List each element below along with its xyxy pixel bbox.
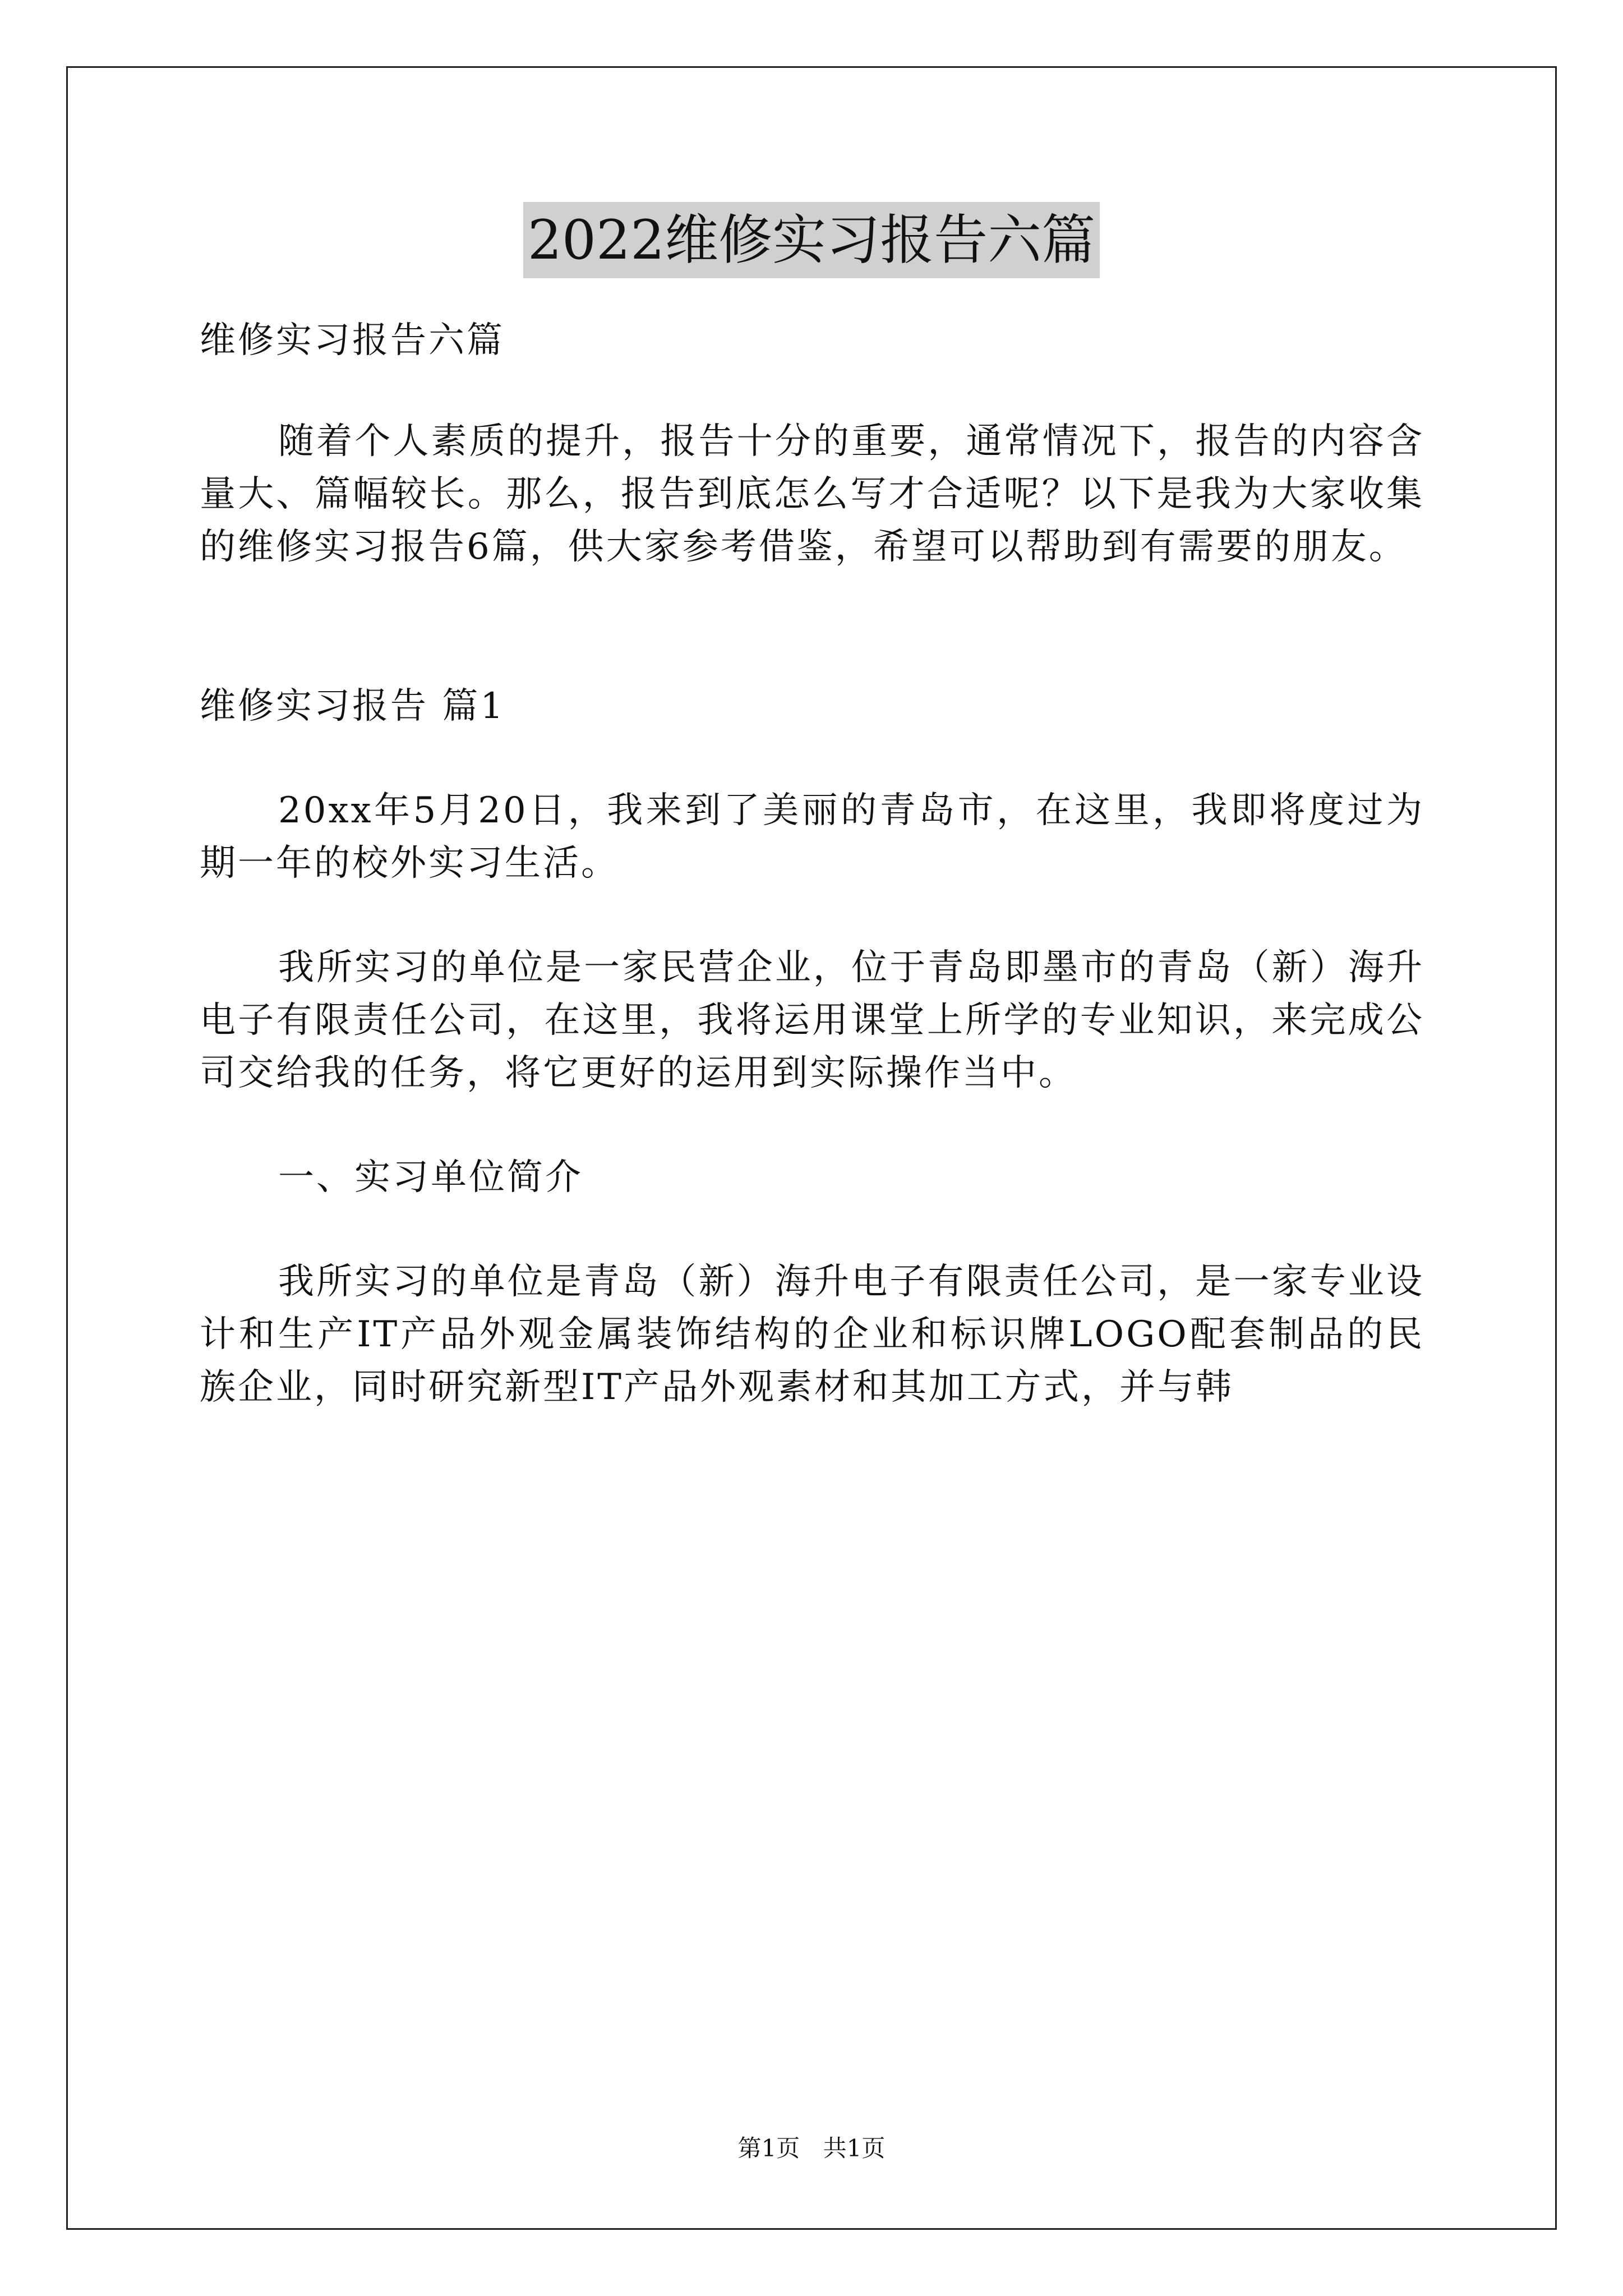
page-total: 共1页 — [823, 2134, 886, 2162]
body-paragraph: 我所实习的单位是青岛（新）海升电子有限责任公司，是一家专业设计和生产IT产品外观金属装饰结构的企业和标识牌LOGO配套制品的民族企业，同时研究新型IT产品外观素材和其加工方式，并与韩 — [200, 1261, 1424, 1408]
section-heading: 维修实习报告 篇1 — [200, 685, 506, 727]
document-title: 2022维修实习报告六篇 — [523, 202, 1100, 278]
subsection-heading: 一、实习单位简介 — [278, 1157, 583, 1198]
page-number: 第1页 — [737, 2134, 800, 2162]
intro-paragraph: 随着个人素质的提升，报告十分的重要，通常情况下，报告的内容含量大、篇幅较长。那么，报告到底怎么写才合适呢？以下是我为大家收集的维修实习报告6篇，供大家参考借鉴，希望可以帮助到有需要的朋友。 — [200, 421, 1424, 568]
title-container — [0, 202, 1623, 278]
subtitle-paragraph: 维修实习报告六篇 — [200, 320, 505, 361]
page-footer — [0, 2132, 1623, 2165]
body-paragraph: 20xx年5月20日，我来到了美丽的青岛市，在这里，我即将度过为期一年的校外实习生活。 — [200, 790, 1424, 884]
body-paragraph: 我所实习的单位是一家民营企业，位于青岛即墨市的青岛（新）海升电子有限责任公司，在这里，我将运用课堂上所学的专业知识，来完成公司交给我的任务，将它更好的运用到实际操作当中。 — [200, 947, 1424, 1094]
document-body — [200, 314, 1424, 1465]
